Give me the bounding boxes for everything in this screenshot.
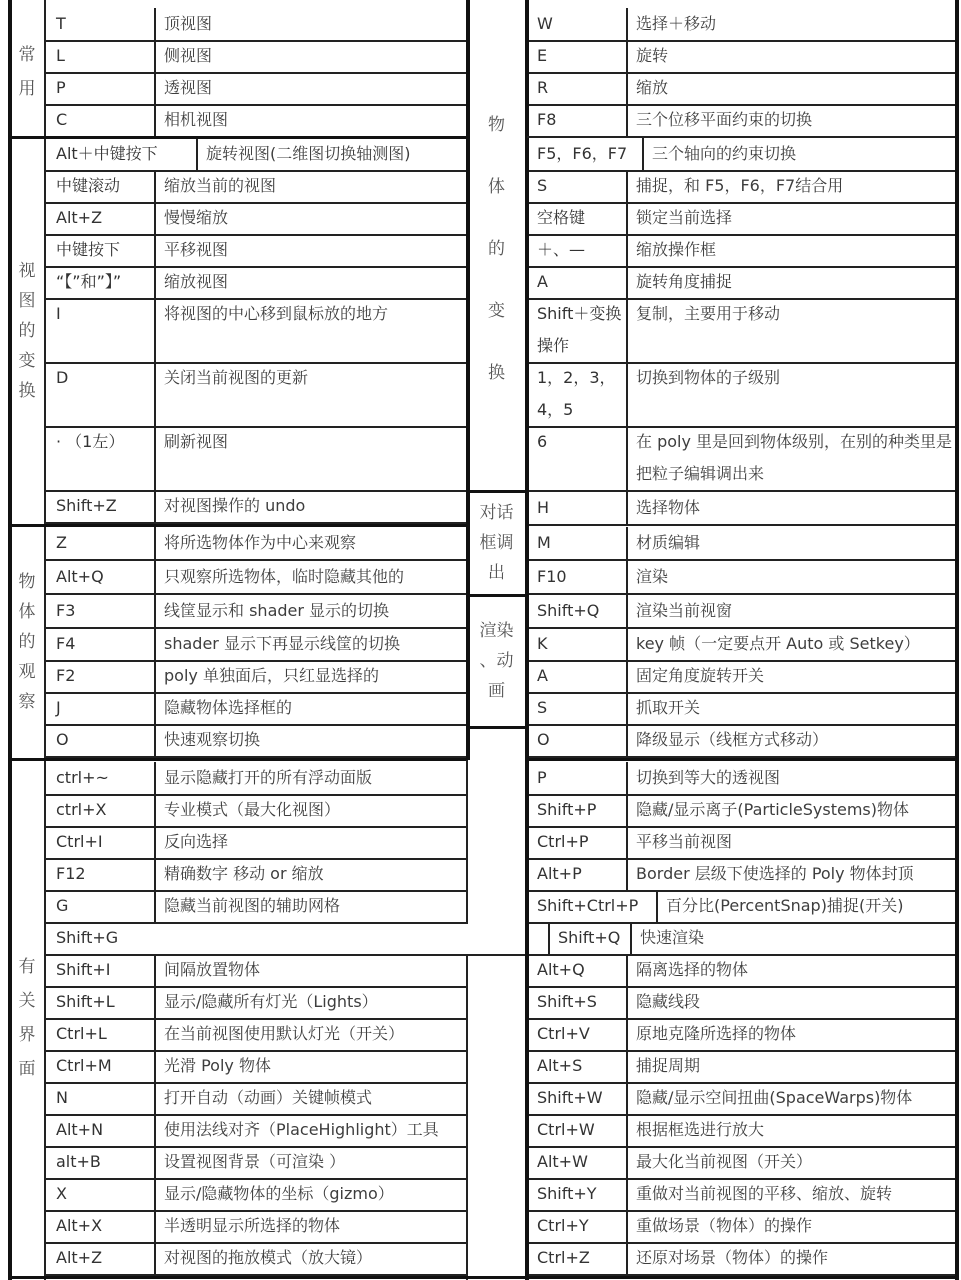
column-divider <box>154 1146 156 1178</box>
shortcut-description: 将所选物体作为中心来观察 <box>164 533 357 552</box>
shortcut-description: 线筐显示和 shader 显示的切换 <box>164 601 390 620</box>
group-label-char: 界 <box>18 1025 36 1045</box>
group-label-char: 换 <box>488 363 505 383</box>
group-label-char: 变 <box>488 301 505 321</box>
shortcut-description: 打开自动（动画）关键帧模式 <box>164 1088 373 1107</box>
left-group-common <box>10 8 44 136</box>
column-divider <box>626 794 628 826</box>
column-divider <box>626 561 628 593</box>
row-divider <box>46 758 466 761</box>
column-divider <box>626 660 628 692</box>
column-divider <box>154 692 156 724</box>
shortcut-key: E <box>537 46 548 65</box>
column-divider <box>154 595 156 627</box>
shortcut-key: Alt＋中键按下 <box>56 144 158 163</box>
column-divider <box>154 762 156 794</box>
column-divider <box>626 527 628 559</box>
column-divider <box>154 1082 156 1114</box>
shortcut-key: Shift+Y <box>537 1184 597 1203</box>
shortcut-key: G <box>56 896 69 915</box>
shortcut-key: F2 <box>56 666 76 685</box>
group-label-char: 变 <box>18 351 36 371</box>
column-divider <box>154 890 156 922</box>
shortcut-key: Shift+Ctrl+P <box>537 896 639 915</box>
left-group-interface <box>10 760 44 1276</box>
shortcut-key: S <box>537 176 548 195</box>
column-divider <box>154 1018 156 1050</box>
group-label-char: 的 <box>18 632 36 652</box>
shortcut-description: 旋转视图(二维图切换轴测图) <box>206 144 411 163</box>
shortcut-key: W <box>537 14 553 33</box>
column-divider <box>154 170 156 202</box>
shortcut-key: J <box>56 698 61 717</box>
shortcut-key: L <box>56 46 65 65</box>
column-divider <box>626 595 628 627</box>
shortcut-key: Ctrl+Y <box>537 1216 589 1235</box>
column-divider <box>626 1114 628 1146</box>
shortcut-description: Border 层级下使选择的 Poly 物体封顶 <box>636 864 914 883</box>
column-divider <box>626 426 628 490</box>
column-divider <box>626 858 628 890</box>
shortcut-key: Alt+X <box>56 1216 103 1235</box>
group-label-char: 的 <box>488 239 505 259</box>
group-label-char: 有 <box>18 957 36 977</box>
column-divider <box>626 986 628 1018</box>
column-divider <box>548 922 550 954</box>
column-divider <box>626 170 628 202</box>
shortcut-description: 原地克隆所选择的物体 <box>636 1024 797 1043</box>
shortcut-key: Alt+Z <box>56 208 103 227</box>
column-divider <box>154 1178 156 1210</box>
column-divider <box>630 922 632 954</box>
column-divider <box>626 1242 628 1274</box>
column-divider <box>154 426 156 490</box>
shortcut-key: Alt+Q <box>56 567 104 586</box>
shortcut-key: X <box>56 1184 67 1203</box>
mid-group-object-transform <box>468 8 525 490</box>
shortcut-description: 平移当前视图 <box>636 832 733 851</box>
column-divider <box>626 628 628 660</box>
shortcut-description: 反向选择 <box>164 832 229 851</box>
shortcut-key: ＋、— <box>537 240 586 259</box>
column-divider <box>466 954 468 1280</box>
shortcut-key: Alt+W <box>537 1152 588 1171</box>
column-divider <box>44 0 46 1280</box>
shortcut-description: 捕捉，和 F5，F6，F7结合用 <box>636 176 844 195</box>
shortcut-description: 刷新视图 <box>164 432 229 451</box>
shortcut-key: F12 <box>56 864 86 883</box>
column-divider <box>154 724 156 756</box>
shortcut-key: Shift+P <box>537 800 597 819</box>
shortcut-key: Alt+P <box>537 864 582 883</box>
row-divider <box>468 726 526 729</box>
shortcut-description: 缩放当前的视图 <box>164 176 277 195</box>
column-divider <box>154 266 156 298</box>
shortcut-description: 百分比(PercentSnap)捕捉(开关) <box>666 896 904 915</box>
column-divider <box>955 0 959 1280</box>
shortcut-key: Alt+Q <box>537 960 585 979</box>
group-label-char: 对话 <box>479 503 514 523</box>
shortcut-description: 三个轴向的约束切换 <box>652 144 797 163</box>
column-divider <box>154 234 156 266</box>
shortcut-description: 隐藏当前视图的辅助网格 <box>164 896 341 915</box>
shortcut-key: ctrl+~ <box>56 768 109 787</box>
shortcut-key: F4 <box>56 634 76 653</box>
row-divider <box>46 136 466 139</box>
shortcut-description: 隐藏/显示离子(ParticleSystems)物体 <box>636 800 909 819</box>
shortcut-description: 对视图的拖放模式（放大镜） <box>164 1248 373 1267</box>
column-divider <box>154 954 156 986</box>
shortcut-description: 降级显示（线框方式移动） <box>636 730 829 749</box>
shortcut-description: 快速观察切换 <box>164 730 261 749</box>
column-divider <box>154 628 156 660</box>
group-label-char: 物 <box>18 572 36 592</box>
shortcut-description: 缩放视图 <box>164 272 229 291</box>
shortcut-description: 隔离选择的物体 <box>636 960 749 979</box>
column-divider <box>626 362 628 426</box>
group-label-char: 用 <box>18 79 36 99</box>
column-divider <box>196 138 198 170</box>
column-divider <box>626 40 628 72</box>
shortcut-key: ctrl+X <box>56 800 107 819</box>
shortcut-description: 使用法线对齐（PlaceHighlight）工具 <box>164 1120 439 1139</box>
column-divider <box>154 40 156 72</box>
column-divider <box>154 794 156 826</box>
column-divider <box>626 724 628 756</box>
shortcut-description: 抓取开关 <box>636 698 701 717</box>
shortcut-description: 在当前视图使用默认灯光（开关） <box>164 1024 405 1043</box>
shortcut-key: Alt+S <box>537 1056 583 1075</box>
shortcut-description: 侧视图 <box>164 46 213 65</box>
row-divider <box>527 524 955 526</box>
column-divider <box>154 298 156 362</box>
column-divider <box>656 890 658 922</box>
shortcut-description: 选择物体 <box>636 498 701 517</box>
shortcut-key: Shift+I <box>56 960 111 979</box>
shortcut-key: Shift+G <box>56 928 119 947</box>
mid-group-dialogs <box>468 492 525 594</box>
shortcut-description: 渲染 <box>636 567 669 586</box>
shortcut-description: 间隔放置物体 <box>164 960 261 979</box>
group-label-char: 物 <box>488 115 505 135</box>
shortcut-description: 显示隐藏打开的所有浮动面版 <box>164 768 373 787</box>
column-divider <box>626 1210 628 1242</box>
column-divider <box>626 1050 628 1082</box>
shortcut-description: key 帧（一定要点开 Auto 或 Setkey） <box>636 634 920 653</box>
column-divider <box>626 8 628 40</box>
shortcut-description: 渲染当前视窗 <box>636 601 733 620</box>
shortcut-key: Ctrl+L <box>56 1024 107 1043</box>
column-divider <box>154 986 156 1018</box>
shortcut-description: 捕捉周期 <box>636 1056 701 1075</box>
column-divider <box>154 660 156 692</box>
shortcut-key: · （1左） <box>56 432 125 451</box>
column-divider <box>154 1242 156 1274</box>
shortcut-description: 关闭当前视图的更新 <box>164 368 309 387</box>
shortcut-key: O <box>56 730 69 749</box>
shortcut-key: P <box>537 768 547 787</box>
column-divider <box>626 954 628 986</box>
column-divider <box>626 762 628 794</box>
shortcut-key: Ctrl+Z <box>537 1248 590 1267</box>
shortcut-description: 三个位移平面约束的切换 <box>636 110 813 129</box>
column-divider <box>626 104 628 136</box>
shortcut-description: 慢慢缩放 <box>164 208 229 227</box>
shortcut-key: R <box>537 78 549 97</box>
shortcut-key: 6 <box>537 432 548 451</box>
group-label-char: 察 <box>18 692 36 712</box>
shortcut-key: F8 <box>537 110 557 129</box>
column-divider <box>154 202 156 234</box>
column-divider <box>626 1018 628 1050</box>
shortcut-key: Ctrl+M <box>56 1056 112 1075</box>
shortcut-description: 最大化当前视图（开关） <box>636 1152 813 1171</box>
column-divider <box>154 858 156 890</box>
shortcut-description: 材质编辑 <box>636 533 701 552</box>
shortcut-key: Shift+Z <box>56 496 117 515</box>
shortcut-key: Ctrl+W <box>537 1120 595 1139</box>
shortcut-description: 选择＋移动 <box>636 14 717 33</box>
shortcut-description: 精确数字 移动 or 缩放 <box>164 864 324 883</box>
shortcut-key: 中键按下 <box>56 240 121 259</box>
group-label-char: 面 <box>18 1059 36 1079</box>
shortcut-description: 专业模式（最大化视图） <box>164 800 341 819</box>
shortcut-key: S <box>537 698 548 717</box>
group-label-char: 出 <box>488 563 505 583</box>
shortcut-description: 重做对当前视图的平移、缩放、旋转 <box>636 1184 893 1203</box>
column-divider <box>525 0 529 1280</box>
group-label-char: 、动 <box>479 651 514 671</box>
shortcut-key: 1，2，3，4，5 <box>537 368 616 419</box>
shortcut-description: 设置视图背景（可渲染 ） <box>164 1152 346 1171</box>
column-divider <box>154 1114 156 1146</box>
shortcut-description: 顶视图 <box>164 14 213 33</box>
shortcut-description: 只观察所选物体，临时隐藏其他的 <box>164 567 405 586</box>
column-divider <box>642 138 644 170</box>
shortcut-key: P <box>56 78 66 97</box>
group-label-char: 体 <box>488 177 505 197</box>
shortcut-key: Shift+W <box>537 1088 603 1107</box>
shortcut-description: poly 单独面后，只红显选择的 <box>164 666 379 685</box>
mid-group-render-anim <box>468 596 525 726</box>
shortcut-description: 快速渲染 <box>640 928 705 947</box>
column-divider <box>154 1210 156 1242</box>
column-divider <box>626 266 628 298</box>
group-label-char: 换 <box>18 381 36 401</box>
group-label-char: 体 <box>18 602 36 622</box>
shortcut-key: H <box>537 498 550 517</box>
shortcut-description: 将视图的中心移到鼠标放的地方 <box>164 304 389 323</box>
group-label-char: 的 <box>18 321 36 341</box>
column-divider <box>154 490 156 522</box>
column-divider <box>154 1050 156 1082</box>
column-divider <box>154 104 156 136</box>
shortcut-description: 显示/隐藏物体的坐标（gizmo） <box>164 1184 394 1203</box>
shortcut-description: 根据框选进行放大 <box>636 1120 765 1139</box>
column-divider <box>154 8 156 40</box>
shortcut-key: Shift+Q <box>558 928 621 947</box>
shortcut-description: 隐藏物体选择框的 <box>164 698 293 717</box>
shortcut-key: M <box>537 533 551 552</box>
shortcut-key: Shift+Q <box>537 601 600 620</box>
group-label-char: 框调 <box>479 533 514 553</box>
left-group-view-transform <box>10 138 44 524</box>
shortcut-description: shader 显示下再显示线筐的切换 <box>164 634 400 653</box>
shortcut-key: T <box>56 14 66 33</box>
row-divider <box>46 524 466 527</box>
shortcut-description: 旋转 <box>636 46 669 65</box>
shortcut-key: Alt+Z <box>56 1248 103 1267</box>
shortcut-description: 对视图操作的 undo <box>164 496 306 515</box>
group-label-char: 视 <box>18 261 36 281</box>
shortcut-key: I <box>56 304 61 323</box>
shortcut-key: Ctrl+I <box>56 832 103 851</box>
shortcut-key: Alt+N <box>56 1120 104 1139</box>
column-divider <box>154 362 156 426</box>
column-divider <box>154 561 156 593</box>
shortcut-description: 隐藏线段 <box>636 992 701 1011</box>
shortcut-key: 中键滚动 <box>56 176 121 195</box>
group-label-char: 图 <box>18 291 36 311</box>
group-label-char: 渲染 <box>479 621 514 641</box>
shortcut-key: alt+B <box>56 1152 101 1171</box>
shortcut-key: F3 <box>56 601 76 620</box>
shortcut-description: 缩放 <box>636 78 669 97</box>
shortcut-description: 还原对场景（物体）的操作 <box>636 1248 829 1267</box>
shortcut-key: K <box>537 634 548 653</box>
row-divider <box>8 1276 956 1279</box>
column-divider <box>626 1082 628 1114</box>
group-label-char: 画 <box>488 681 505 701</box>
shortcut-key: Shift＋变换操作 <box>537 304 622 355</box>
column-divider <box>626 692 628 724</box>
shortcut-description: 切换到物体的子级别 <box>636 368 781 387</box>
shortcut-key: O <box>537 730 550 749</box>
shortcut-key: A <box>537 666 548 685</box>
left-group-object-observe <box>10 526 44 758</box>
shortcut-description: 平移视图 <box>164 240 229 259</box>
group-label-char: 常 <box>18 45 36 65</box>
column-divider <box>626 202 628 234</box>
shortcut-key: “【”和”】” <box>56 272 122 291</box>
shortcut-key: Ctrl+P <box>537 832 589 851</box>
shortcut-description: 相机视图 <box>164 110 229 129</box>
shortcut-description: 半透明显示所选择的物体 <box>164 1216 341 1235</box>
shortcut-description: 透视图 <box>164 78 213 97</box>
shortcut-key: Z <box>56 533 67 552</box>
column-divider <box>626 1146 628 1178</box>
column-divider <box>466 760 468 922</box>
column-divider <box>626 492 628 524</box>
group-label-char: 观 <box>18 662 36 682</box>
shortcut-key: Shift+S <box>537 992 597 1011</box>
column-divider <box>626 826 628 858</box>
row-divider <box>527 758 955 761</box>
column-divider <box>626 234 628 266</box>
shortcut-description: 重做场景（物体）的操作 <box>636 1216 813 1235</box>
shortcut-key: F10 <box>537 567 567 586</box>
shortcut-description: 锁定当前选择 <box>636 208 733 227</box>
column-divider <box>154 527 156 559</box>
column-divider <box>626 72 628 104</box>
shortcut-key: D <box>56 368 69 387</box>
group-label-char: 关 <box>18 991 36 1011</box>
shortcut-key: A <box>537 272 548 291</box>
column-divider <box>626 1178 628 1210</box>
shortcut-description: 在 poly 里是回到物体级别，在别的种类里是把粒子编辑调出来 <box>636 432 953 483</box>
shortcut-description: 显示/隐藏所有灯光（Lights） <box>164 992 378 1011</box>
shortcut-description: 光滑 Poly 物体 <box>164 1056 271 1075</box>
shortcut-key: C <box>56 110 68 129</box>
shortcut-key: 空格键 <box>537 208 586 227</box>
shortcut-description: 复制，主要用于移动 <box>636 304 781 323</box>
shortcut-key: Shift+L <box>56 992 115 1011</box>
shortcut-description: 切换到等大的透视图 <box>636 768 781 787</box>
row-divider <box>527 136 955 138</box>
shortcut-key: F5，F6，F7 <box>537 144 628 163</box>
shortcut-key: N <box>56 1088 68 1107</box>
shortcut-description: 隐藏/显示空间扭曲(SpaceWarps)物体 <box>636 1088 913 1107</box>
shortcut-key: Ctrl+V <box>537 1024 590 1043</box>
column-divider <box>154 826 156 858</box>
column-divider <box>154 72 156 104</box>
shortcut-description: 旋转角度捕捉 <box>636 272 733 291</box>
shortcut-description: 固定角度旋转开关 <box>636 666 765 685</box>
column-divider <box>626 298 628 362</box>
shortcut-description: 缩放操作框 <box>636 240 717 259</box>
